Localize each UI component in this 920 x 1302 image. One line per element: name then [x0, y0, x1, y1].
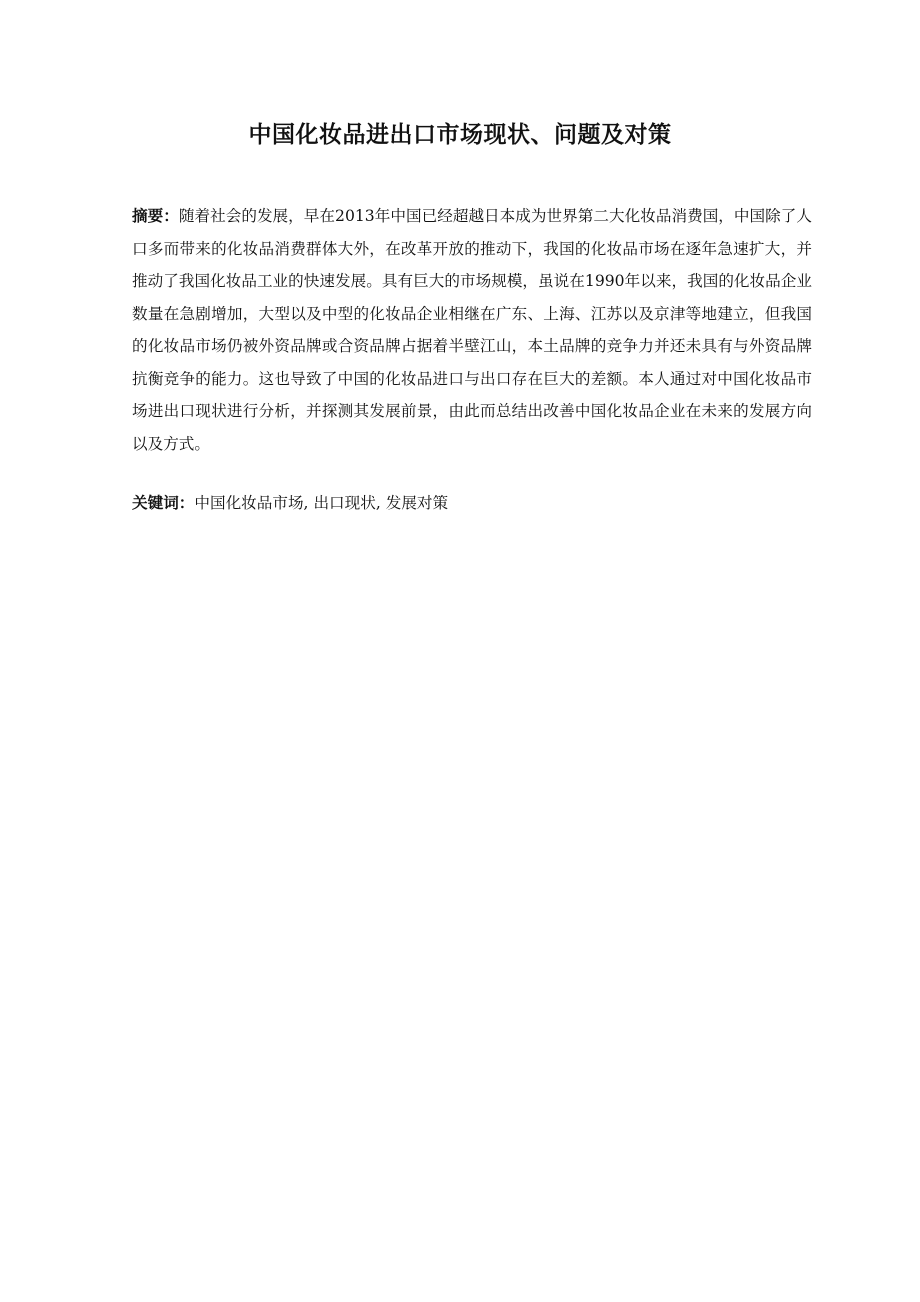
- keywords-text: 中国化妆品市场, 出口现状, 发展对策: [194, 494, 449, 512]
- abstract-text: 随着社会的发展，早在2013年中国已经超越日本成为世界第二大化妆品消费国，中国除了人口多而带来的化妆品消费群体大外，在改革开放的推动下，我国的化妆品市场在逐年急速扩大，并推动了我国化妆品工业的快速发展。具有巨大的市场规模，虽说在1990年以来，我国的化妆品企业数量在急剧增加，大型以及中型的化妆品企业相继在广东、上海、江苏以及京津等地建立，但我国的化妆品市场仍被外资品牌或合资品牌占据着半壁江山，本土品牌的竞争力并还未具有与外资品牌抗衡竞争的能力。这也导致了中国的化妆品进口与出口存在巨大的差额。本人通过对中国化妆品市场进出口现状进行分析，并探测其发展前景，由此而总结出改善中国化妆品企业在未来的发展方向以及方式。: [132, 207, 812, 453]
- abstract-label: 摘要：: [132, 207, 179, 225]
- abstract-paragraph: [132, 200, 812, 460]
- document-title: 中国化妆品进出口市场现状、问题及对策: [248, 122, 672, 148]
- keywords-line: [132, 488, 812, 518]
- keywords-label: 关键词：: [132, 494, 195, 512]
